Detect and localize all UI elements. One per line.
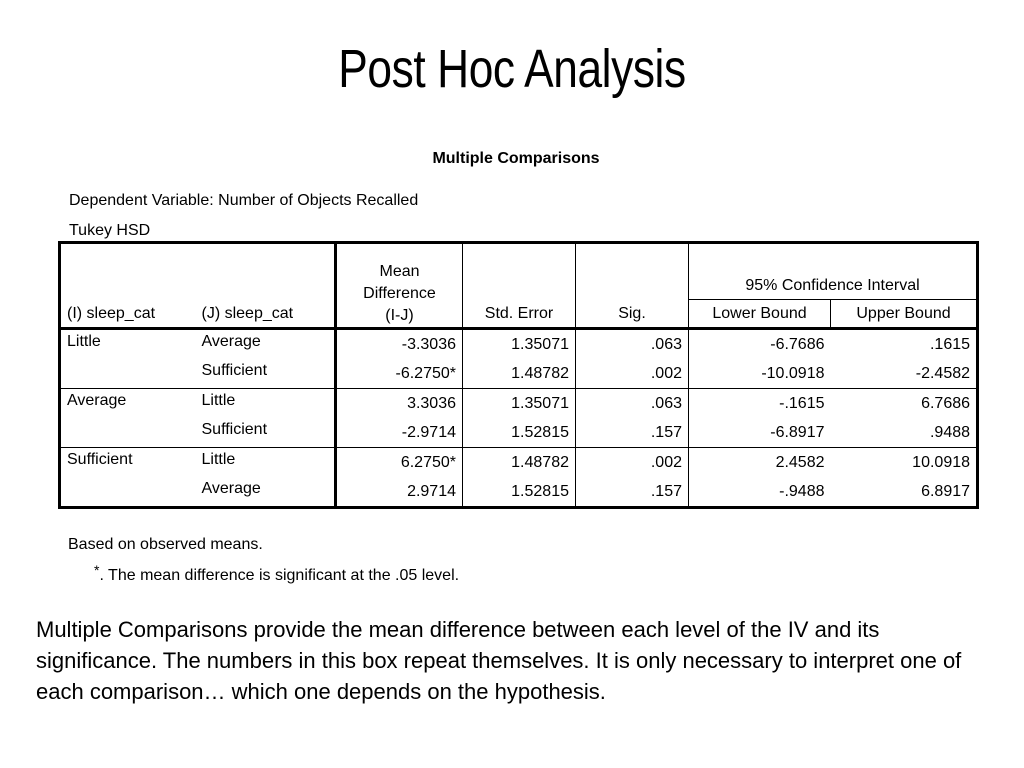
header-mean-difference-line1: Mean xyxy=(379,263,420,280)
cell-i: Little xyxy=(60,329,196,360)
cell-i xyxy=(60,359,196,389)
header-mean-difference xyxy=(336,243,463,329)
table-row xyxy=(60,418,978,448)
cell-sig: .002 xyxy=(576,359,689,389)
cell-i xyxy=(60,418,196,448)
table-row xyxy=(60,448,978,478)
cell-j: Average xyxy=(196,329,336,360)
header-i-sleep-cat: (I) sleep_cat xyxy=(67,305,156,322)
footnote-star: * xyxy=(94,562,100,578)
table-row xyxy=(60,329,978,360)
footnote-based-on-observed-means: Based on observed means. xyxy=(68,536,263,553)
cell-mean-difference: -6.2750* xyxy=(336,359,463,389)
header-lower-bound: Lower Bound xyxy=(689,300,831,329)
cell-lower-bound: -10.0918 xyxy=(689,359,831,389)
header-mean-difference-line3: (I-J) xyxy=(385,307,414,324)
cell-j: Average xyxy=(201,480,261,497)
header-mean-difference-line2: Difference xyxy=(363,285,436,302)
cell-upper-bound: 6.8917 xyxy=(921,483,971,500)
table-row xyxy=(60,389,978,419)
cell-std-error: 1.48782 xyxy=(463,448,576,478)
header-j-sleep-cat: (J) sleep_cat xyxy=(201,305,294,322)
cell-j: Little xyxy=(196,448,336,478)
cell-sig: .157 xyxy=(576,418,689,448)
table-row xyxy=(60,477,978,508)
footnote-significance xyxy=(94,562,460,586)
cell-lower-bound: -.1615 xyxy=(689,389,831,419)
cell-mean-difference: 3.3036 xyxy=(336,389,463,419)
cell-sig: .063 xyxy=(576,329,689,360)
cell-i: Average xyxy=(60,389,196,419)
header-std-error: Std. Error xyxy=(463,243,576,329)
method-label: Tukey HSD xyxy=(69,222,151,239)
cell-i xyxy=(60,477,196,508)
cell-mean-difference: 2.9714 xyxy=(336,477,463,508)
cell-mean-difference: -2.9714 xyxy=(336,418,463,448)
footnote-significance-text: . The mean difference is significant at the .05 level. xyxy=(99,567,460,584)
header-upper-bound: Upper Bound xyxy=(831,300,978,329)
cell-std-error: 1.52815 xyxy=(463,477,576,508)
cell-mean-difference: 6.2750* xyxy=(336,448,463,478)
cell-sig: .063 xyxy=(576,389,689,419)
cell-j: Little xyxy=(196,389,336,419)
header-sig: Sig. xyxy=(576,243,689,329)
cell-i: Sufficient xyxy=(60,448,196,478)
cell-sig: .157 xyxy=(576,477,689,508)
dependent-variable-label: Dependent Variable: Number of Objects Recalled xyxy=(69,192,419,209)
cell-std-error: 1.35071 xyxy=(463,329,576,360)
cell-lower-bound: 2.4582 xyxy=(689,448,831,478)
header-confidence-interval: 95% Confidence Interval xyxy=(689,243,978,300)
cell-sig: .002 xyxy=(576,448,689,478)
slide-title: Post Hoc Analysis xyxy=(338,39,686,99)
cell-upper-bound: -2.4582 xyxy=(915,365,971,382)
cell-std-error: 1.48782 xyxy=(463,359,576,389)
cell-j: Sufficient xyxy=(201,421,268,438)
multiple-comparisons-table xyxy=(58,241,979,509)
table-row xyxy=(60,359,978,389)
cell-std-error: 1.35071 xyxy=(463,389,576,419)
cell-mean-difference: -3.3036 xyxy=(336,329,463,360)
cell-upper-bound: .1615 xyxy=(831,329,978,360)
output-title: Multiple Comparisons xyxy=(432,150,600,167)
cell-upper-bound: 10.0918 xyxy=(831,448,978,478)
cell-upper-bound: 6.7686 xyxy=(831,389,978,419)
cell-j: Sufficient xyxy=(201,362,268,379)
cell-lower-bound: -6.8917 xyxy=(689,418,831,448)
slide-caption: Multiple Comparisons provide the mean difference between each level of the IV and its significance. The numbers in this box repeat themselves. It is only necessary to interpret one of each comparison… which one depends on the hypothesis. xyxy=(36,617,962,704)
cell-lower-bound: -6.7686 xyxy=(689,329,831,360)
cell-std-error: 1.52815 xyxy=(463,418,576,448)
cell-lower-bound: -.9488 xyxy=(689,477,831,508)
cell-upper-bound: .9488 xyxy=(929,424,971,441)
